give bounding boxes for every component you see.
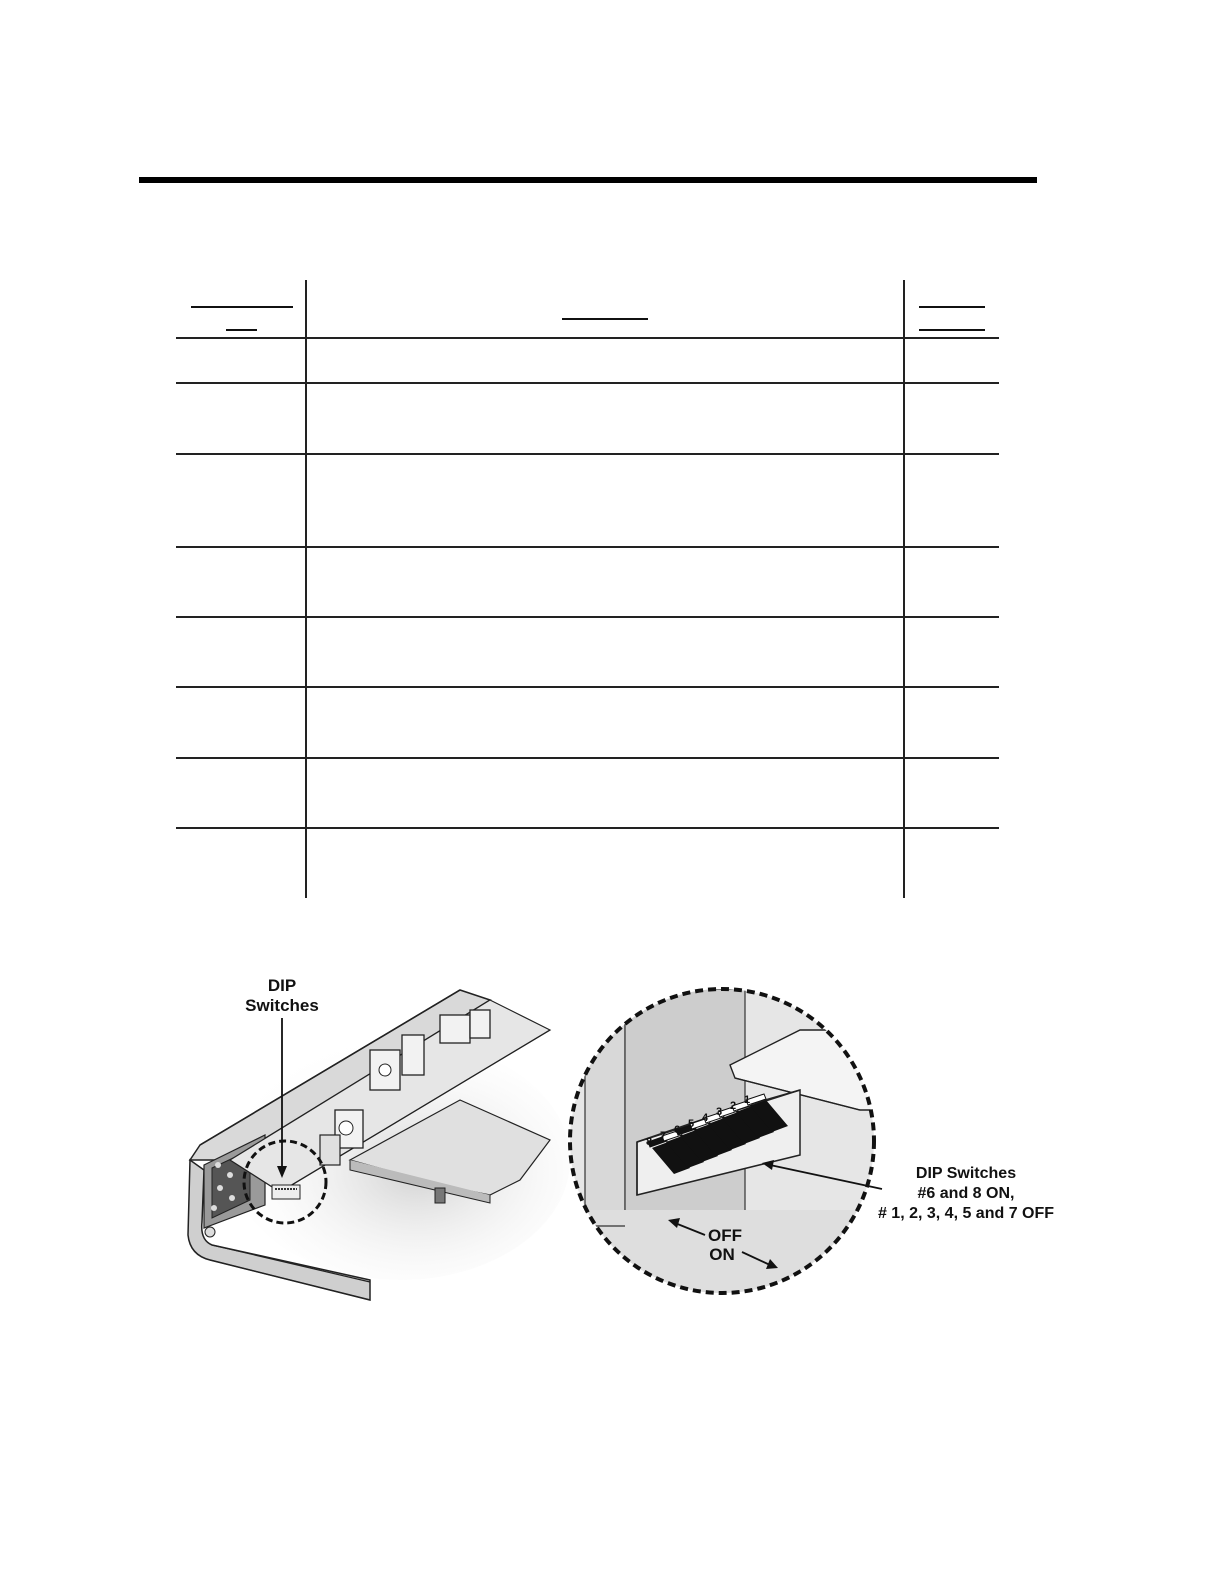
callout-left-line1: DIP bbox=[267, 976, 297, 995]
switch-number: 7 bbox=[660, 1130, 667, 1142]
dip-switch-figure bbox=[170, 960, 1070, 1320]
result-header-underline-top bbox=[919, 306, 985, 308]
row-separator bbox=[176, 827, 999, 829]
result-header-underline-bottom bbox=[919, 329, 985, 331]
row-separator bbox=[176, 453, 999, 455]
chassis-drawing bbox=[188, 990, 570, 1300]
switch-number: 6 bbox=[674, 1124, 681, 1136]
callout-right-line1: DIP Switches bbox=[915, 1165, 1017, 1182]
switch-number: 5 bbox=[688, 1118, 695, 1130]
callout-right-line3: # 1, 2, 3, 4, 5 and 7 OFF bbox=[877, 1205, 1055, 1222]
switch-number: 8 bbox=[646, 1136, 653, 1148]
procedure-header-underline bbox=[562, 318, 648, 320]
switch-number: 3 bbox=[716, 1106, 723, 1118]
row-separator bbox=[176, 757, 999, 759]
column-divider-result bbox=[903, 280, 905, 898]
row-separator bbox=[176, 546, 999, 548]
dip-switch-settings-callout bbox=[862, 1164, 1070, 1224]
procedure-table bbox=[176, 280, 999, 898]
dip-switches-callout bbox=[230, 976, 334, 1016]
row-separator bbox=[176, 382, 999, 384]
on-direction-label: ON bbox=[709, 1245, 735, 1264]
row-separator bbox=[176, 337, 999, 339]
row-separator bbox=[176, 616, 999, 618]
switch-number: 1 bbox=[744, 1094, 751, 1106]
row-separator bbox=[176, 686, 999, 688]
step-header-underline-top bbox=[191, 306, 293, 308]
step-header-underline-bottom bbox=[226, 329, 257, 331]
column-divider-step bbox=[305, 280, 307, 898]
callout-left-line2: Switches bbox=[245, 996, 319, 1015]
switch-number: 4 bbox=[702, 1112, 709, 1124]
switch-number: 2 bbox=[730, 1100, 737, 1112]
off-direction-label: OFF bbox=[708, 1226, 742, 1245]
callout-right-line2: #6 and 8 ON, bbox=[917, 1185, 1015, 1202]
page-header-rule bbox=[139, 177, 1037, 183]
